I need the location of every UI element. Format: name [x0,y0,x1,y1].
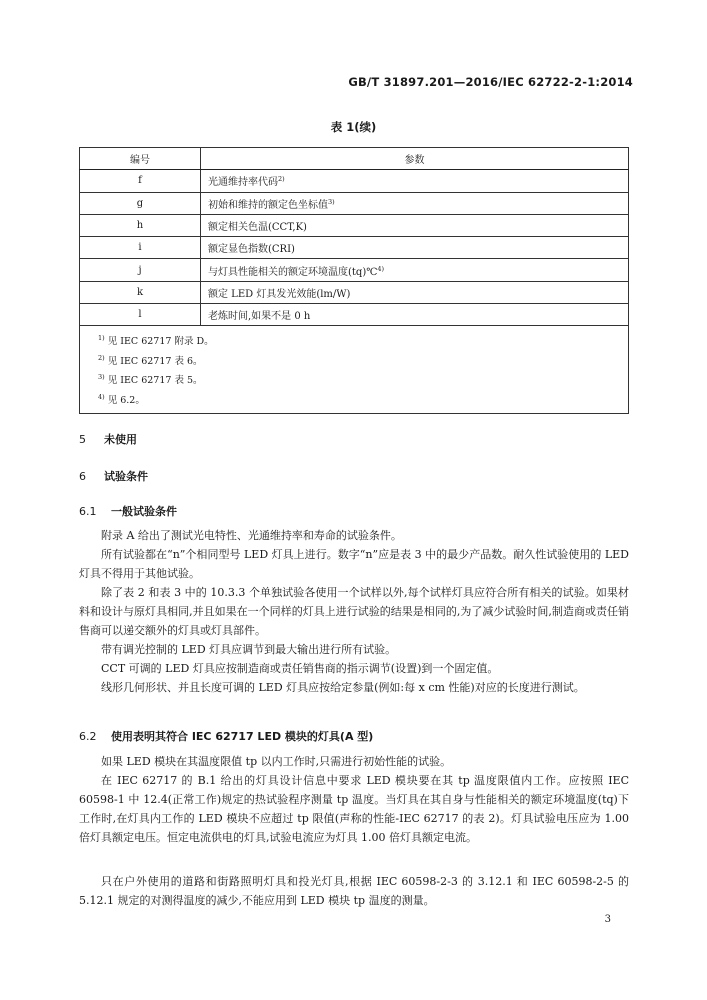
paragraph: 线形几何形状、并且长度可调的 LED 灯具应按给定参量(例如:每 x cm 性能)对应的长度进行测试。 [101,681,585,694]
paragraph: 附录 A 给出了测试光电特性、光通维持率和寿命的试验条件。 [101,529,402,542]
footnote-mark: 4) [98,392,105,401]
row-code: h [80,214,201,236]
row-code: l [80,304,201,326]
table-footnote: $^{3)}$ 见 IEC 62717 表 5。 [98,373,203,387]
column-header-code: 编号 [80,148,201,170]
paragraph: 所有试验都在“n”个相同型号 LED 灯具上进行。数字“n”应是表 3 中的最少产品数。耐久性试验使用的 LED 灯具不得用于其他试验。 [79,548,629,580]
table-row [80,192,629,214]
table-row [80,237,629,259]
table-row [80,214,629,236]
paragraph: 只在户外使用的道路和街路照明灯具和投光灯具,根据 IEC 60598-2-3 的 3.12.1 和 IEC 60598-2-5 的 5.12.1 规定的对测得温度的减少,不能应用到 LED 模块 tp 温度的测量。 [79,875,629,907]
table-title: 表 1(续) [330,120,377,134]
section-title: 一般试验条件 [111,505,177,518]
table-notes-row [80,326,629,414]
row-param: 与灯具性能相关的额定环境温度(tq)℃ [208,266,378,278]
row-code: j [80,259,201,281]
table-footnote: $^{2)}$ 见 IEC 62717 表 6。 [98,353,203,367]
footnote-mark: 2) [98,353,105,362]
table-footnote: $^{1)}$ 见 IEC 62717 附录 D。 [98,334,214,348]
footnote-ref: 2) [278,175,285,184]
section-title: 使用表明其符合 IEC 62717 LED 模块的灯具(A 型) [111,730,374,743]
paragraph: 如果 LED 模块在其温度限值 tp 以内工作时,只需进行初始性能的试验。 [101,755,452,768]
parameter-table [79,147,629,414]
row-param: 额定 LED 灯具发光效能(lm/W) [208,288,351,300]
section-title: 未使用 [104,433,137,446]
section-number: 6.2 [79,730,97,743]
row-code: k [80,281,201,303]
standard-header: GB/T 31897.201—2016/IEC 62722-2-1:2014 [348,75,633,89]
section-title: 试验条件 [104,470,148,483]
table-footnote: $^{4)}$ 见 6.2。 [98,392,145,406]
page-number: 3 [604,914,611,925]
row-param: 额定显色指数(CRI) [208,244,295,256]
row-param: 额定相关色温(CCT,K) [208,222,307,234]
footnote-mark: 3) [98,373,105,382]
section-heading-6-1 [79,503,177,519]
footnote-ref: 3) [328,197,335,206]
section-number: 5 [79,433,86,446]
row-code: g [80,192,201,214]
paragraph: 带有调光控制的 LED 灯具应调节到最大输出进行所有试验。 [101,643,397,656]
paragraph: CCT 可调的 LED 灯具应按制造商或责任销售商的指示调节(设置)到一个固定值。 [101,662,499,675]
table-row [80,304,629,326]
column-header-param: 参数 [201,148,629,170]
footnote-mark: 1) [98,334,105,343]
footnote-ref: 4) [377,264,385,273]
row-param: 光通维持率代码 [208,177,278,189]
row-param: 老炼时间,如果不是 0 h [208,311,311,323]
row-code: f [80,170,201,192]
table-row [80,281,629,303]
section-number: 6 [79,470,86,483]
section-number: 6.1 [79,505,97,518]
table-row [80,170,629,192]
section-heading-6-2 [79,728,373,744]
row-param: 初始和维持的额定色坐标值 [208,199,328,211]
section-heading-6 [79,468,148,484]
row-code: i [80,237,201,259]
section-heading-5 [79,431,137,447]
paragraph: 在 IEC 62717 的 B.1 给出的灯具设计信息中要求 LED 模块要在其 tp 温度限值内工作。应按照 IEC 60598-1 中 12.4(正常工作)规定的热试验程序测量 tp 温度。当灯具在其自身与性能相关的额定环境温度(tq)下工作时,在灯具内工作的 LED 模块不应超过 tp 限值(声称的性能-IEC 62717 的表 2)。灯具试验电压应为 1.00 倍灯具额定电压。恒定电流供电的灯具,试验电流应为灯具 1.00 倍灯具额定电流。 [79,774,629,844]
table-header-row [80,148,629,170]
table-row [80,259,629,281]
paragraph: 除了表 2 和表 3 中的 10.3.3 个单独试验各使用一个试样以外,每个试样灯具应符合所有相关的试验。如果材料和设计与原灯具相同,并且如果在一个同样的灯具上进行试验的结果是相同的,为了减少试验时间,制造商或责任销售商可以递交额外的灯具或灯具部件。 [79,586,629,637]
